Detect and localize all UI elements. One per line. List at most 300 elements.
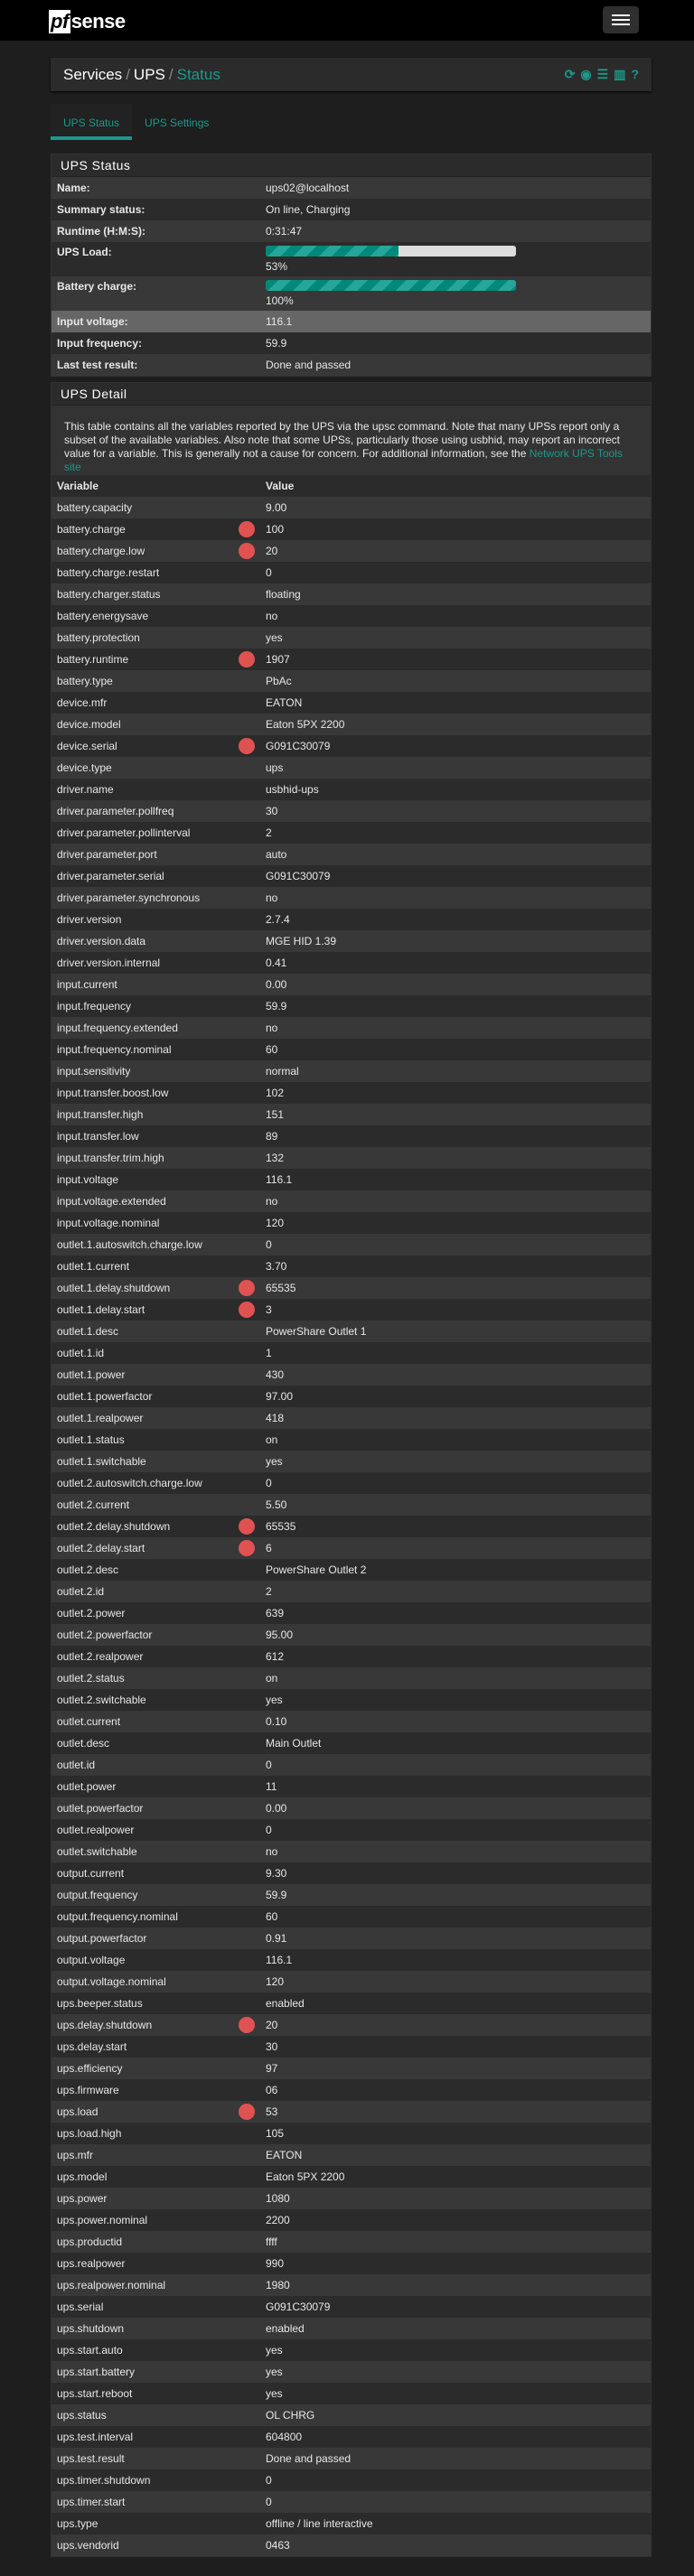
table-row: [52, 1494, 651, 1516]
variable-value: PbAc: [266, 675, 292, 687]
variable-value: 639: [266, 1607, 285, 1619]
variable-value: 0: [266, 1477, 272, 1489]
table-row: [52, 1646, 651, 1667]
variable-name: outlet.1.power: [57, 1368, 126, 1381]
status-row: Input frequency: 59.9: [52, 332, 651, 354]
table-row: [52, 627, 651, 649]
variable-value: ups: [266, 761, 284, 774]
variable-value: 0: [266, 1824, 272, 1836]
variable-name: input.sensitivity: [57, 1065, 131, 1078]
variable-value: yes: [266, 2387, 283, 2400]
table-row: [52, 1581, 651, 1602]
variable-value: 105: [266, 2127, 285, 2140]
variable-value: 2: [266, 826, 272, 839]
table-row: [52, 1169, 651, 1190]
table-row: [52, 1862, 651, 1884]
menu-toggle-button[interactable]: [603, 6, 639, 33]
table-row: [52, 1906, 651, 1927]
variable-name: outlet.1.delay.shutdown: [57, 1282, 171, 1294]
variable-value: 97.00: [266, 1390, 294, 1403]
detail-table-body: [52, 497, 651, 2556]
detail-description: This table contains all the variables reported by the UPS via the upsc command. Note that many UPSs report only a subset of the available variables. Also note that some UPSs, particularly those using usbhid, may report an incorrect value for a variable. This is generally not a cause for concern. For additional information, see the Network UPS Tools site: [52, 406, 651, 475]
variable-value: enabled: [266, 1997, 305, 2010]
panel-title: UPS Detail: [52, 383, 651, 406]
table-row: [52, 2101, 651, 2123]
marker-dot-icon: [239, 651, 255, 667]
variable-name: output.powerfactor: [57, 1932, 147, 1945]
table-row: [52, 1407, 651, 1429]
table-row: [52, 2296, 651, 2318]
status-row: Summary status: On line, Charging: [57, 203, 351, 216]
variable-value: 0.10: [266, 1715, 287, 1728]
variable-name: battery.charger.status: [57, 588, 161, 601]
variable-name: ups.vendorid: [57, 2539, 119, 2552]
variable-value: 3.70: [266, 1260, 287, 1273]
variable-value: 116.1: [266, 1173, 293, 1186]
variable-name: outlet.2.switchable: [57, 1694, 146, 1706]
variable-value: 1080: [266, 2192, 290, 2205]
variable-name: outlet.2.status: [57, 1672, 125, 1685]
table-row: [52, 1993, 651, 2014]
variable-value: 0: [266, 2474, 272, 2487]
breadcrumb-services[interactable]: Services: [63, 66, 123, 83]
table-row: [52, 930, 651, 952]
table-row: [52, 1212, 651, 1234]
variable-value: 59.9: [266, 1889, 287, 1901]
variable-name: input.frequency.extended: [57, 1022, 178, 1034]
table-row: [52, 1667, 651, 1689]
table-row: [52, 2448, 651, 2469]
table-row: [52, 2014, 651, 2036]
variable-value: 06: [266, 2084, 278, 2096]
table-row: [52, 1537, 651, 1559]
variable-value: Eaton 5PX 2200: [266, 2170, 345, 2183]
table-row: [52, 1754, 651, 1776]
marker-dot-icon: [239, 543, 255, 559]
variable-value: ffff: [266, 2235, 277, 2248]
variable-name: ups.timer.shutdown: [57, 2474, 151, 2487]
table-row: [52, 2079, 651, 2101]
table-row: [52, 1451, 651, 1472]
variable-name: outlet.1.powerfactor: [57, 1390, 153, 1403]
variable-value: 0.00: [266, 1802, 287, 1815]
marker-dot-icon: [239, 1302, 255, 1318]
table-row: [52, 1689, 651, 1711]
variable-value: yes: [266, 631, 283, 644]
status-row: Runtime (H:M:S): 0:31:47: [52, 220, 651, 242]
table-row: [52, 1060, 651, 1082]
variable-name: outlet.2.delay.start: [57, 1542, 145, 1554]
variable-value: 6: [266, 1542, 272, 1554]
variable-name: outlet.2.current: [57, 1498, 130, 1511]
variable-name: outlet.switchable: [57, 1845, 137, 1858]
variable-name: outlet.2.autoswitch.charge.low: [57, 1477, 202, 1489]
table-row: [52, 1342, 651, 1364]
table-row: [52, 2318, 651, 2339]
variable-value: 9.00: [266, 501, 287, 514]
status-row: Name: ups02@localhost: [52, 177, 651, 199]
variable-name: outlet.1.desc: [57, 1325, 119, 1338]
variable-value: 120: [266, 1975, 285, 1988]
table-row: [52, 1277, 651, 1299]
variable-name: input.voltage.extended: [57, 1195, 166, 1208]
variable-value: 0.00: [266, 978, 287, 991]
variable-name: battery.protection: [57, 631, 140, 644]
sliders-icon[interactable]: ☰: [596, 67, 609, 81]
table-row: [52, 1711, 651, 1732]
variable-value: usbhid-ups: [266, 783, 319, 796]
variable-name: ups.type: [57, 2517, 98, 2530]
table-row: [52, 1255, 651, 1277]
variable-name: ups.status: [57, 2409, 107, 2422]
table-row: [52, 1732, 651, 1754]
variable-value: 1907: [266, 653, 290, 666]
pfsense-logo[interactable]: pf sense: [51, 10, 126, 33]
table-row: [52, 2469, 651, 2491]
variable-name: ups.start.reboot: [57, 2387, 133, 2400]
table-row: [52, 562, 651, 583]
variable-name: ups.mfr: [57, 2149, 94, 2161]
variable-value: Eaton 5PX 2200: [266, 718, 345, 731]
variable-value: on: [266, 1433, 278, 1446]
variable-name: outlet.power: [57, 1780, 117, 1793]
variable-value: 0463: [266, 2539, 290, 2552]
variable-value: 30: [266, 805, 278, 817]
status-row-load: UPS Load: 53%: [52, 242, 651, 276]
variable-value: 132: [266, 1152, 285, 1164]
variable-value: 612: [266, 1650, 285, 1663]
variable-name: ups.power.nominal: [57, 2214, 148, 2226]
table-row: [52, 735, 651, 757]
variable-value: 3: [266, 1303, 272, 1316]
status-row: Last test result: Done and passed: [52, 354, 651, 376]
table-row: [52, 844, 651, 865]
table-row: [52, 887, 651, 909]
variable-value: offline / line interactive: [266, 2517, 373, 2530]
table-row: [52, 497, 651, 518]
table-row: [52, 1190, 651, 1212]
breadcrumb-ups[interactable]: UPS: [133, 66, 165, 83]
variable-value: 89: [266, 1130, 278, 1143]
nut-site-link[interactable]: Network UPS Tools site: [64, 447, 623, 473]
tab-ups-settings[interactable]: UPS Settings: [145, 117, 210, 129]
breadcrumb-status[interactable]: Status: [176, 66, 220, 83]
variable-name: outlet.1.status: [57, 1433, 125, 1446]
table-row: [52, 952, 651, 974]
table-row: [52, 2426, 651, 2448]
variable-name: outlet.2.id: [57, 1585, 105, 1598]
table-row: [52, 1472, 651, 1494]
record-icon[interactable]: ◉: [580, 67, 592, 81]
table-row: [52, 1797, 651, 1819]
marker-dot-icon: [239, 1518, 255, 1535]
variable-name: driver.version.data: [57, 935, 146, 947]
variable-name: driver.version: [57, 913, 122, 926]
variable-name: outlet.1.id: [57, 1347, 105, 1359]
variable-name: driver.parameter.port: [57, 848, 157, 861]
status-row-battery: Battery charge: 100%: [52, 276, 651, 311]
variable-value: 0: [266, 566, 272, 579]
table-row: [52, 1841, 651, 1862]
table-row: [52, 2491, 651, 2513]
variable-name: ups.delay.shutdown: [57, 2019, 153, 2031]
variable-value: 2200: [266, 2214, 290, 2226]
variable-value: 0: [266, 1238, 272, 1251]
variable-name: ups.shutdown: [57, 2322, 125, 2335]
table-row: [52, 1516, 651, 1537]
variable-value: 1980: [266, 2279, 290, 2291]
marker-dot-icon: [239, 2017, 255, 2033]
variable-name: ups.start.auto: [57, 2344, 123, 2357]
table-row: [52, 909, 651, 930]
variable-value: 120: [266, 1217, 285, 1229]
variable-name: outlet.1.realpower: [57, 1412, 144, 1424]
variable-name: outlet.1.switchable: [57, 1455, 146, 1468]
marker-dot-icon: [239, 1540, 255, 1556]
table-row: [52, 1147, 651, 1169]
table-row: [52, 1321, 651, 1342]
variable-value: 53: [266, 2105, 278, 2118]
variable-name: device.model: [57, 718, 121, 731]
variable-value: Done and passed: [266, 2452, 352, 2465]
variable-name: driver.name: [57, 783, 114, 796]
marker-dot-icon: [239, 2104, 255, 2120]
variable-value: PowerShare Outlet 2: [266, 1563, 367, 1576]
ups-load-progress: [266, 246, 516, 257]
variable-name: device.mfr: [57, 696, 108, 709]
variable-value: 418: [266, 1412, 285, 1424]
variable-value: 0.91: [266, 1932, 287, 1945]
variable-name: device.type: [57, 761, 112, 774]
table-row: [52, 1429, 651, 1451]
marker-dot-icon: [239, 521, 255, 537]
variable-name: outlet.2.delay.shutdown: [57, 1520, 171, 1533]
ups-status-panel: [51, 154, 652, 377]
variable-value: 0: [266, 2496, 272, 2508]
variable-name: ups.beeper.status: [57, 1997, 143, 2010]
variable-value: 116.1: [266, 1954, 293, 1966]
variable-name: ups.realpower: [57, 2257, 126, 2270]
variable-value: 1: [266, 1347, 272, 1359]
variable-value: 20: [266, 545, 278, 557]
marker-dot-icon: [239, 738, 255, 754]
status-row: Input voltage: 116.1: [52, 311, 651, 332]
variable-name: output.frequency: [57, 1889, 138, 1901]
table-row: [52, 1602, 651, 1624]
table-row: [52, 583, 651, 605]
table-row: [52, 822, 651, 844]
variable-name: input.frequency: [57, 1000, 132, 1013]
variable-value: 60: [266, 1043, 278, 1056]
table-row: [52, 2404, 651, 2426]
variable-name: ups.load.high: [57, 2127, 122, 2140]
variable-name: outlet.id: [57, 1759, 96, 1771]
variable-value: yes: [266, 1694, 283, 1706]
variable-name: ups.firmware: [57, 2084, 119, 2096]
variable-name: ups.serial: [57, 2301, 104, 2313]
variable-value: EATON: [266, 696, 303, 709]
variable-name: outlet.current: [57, 1715, 121, 1728]
variable-name: ups.realpower.nominal: [57, 2279, 166, 2291]
variable-value: 59.9: [266, 1000, 287, 1013]
variable-name: input.frequency.nominal: [57, 1043, 172, 1056]
chart-icon[interactable]: ▥: [614, 67, 626, 81]
variable-value: 97: [266, 2062, 278, 2075]
variable-value: 0: [266, 1759, 272, 1771]
variable-value: G091C30079: [266, 870, 331, 882]
variable-name: outlet.desc: [57, 1737, 110, 1750]
variable-name: ups.productid: [57, 2235, 123, 2248]
table-row: [52, 1234, 651, 1255]
variable-name: ups.timer.start: [57, 2496, 126, 2508]
table-row: [52, 2339, 651, 2361]
variable-name: driver.parameter.pollinterval: [57, 826, 191, 839]
variable-value: no: [266, 1195, 278, 1208]
table-row: [52, 1819, 651, 1841]
variable-value: G091C30079: [266, 740, 331, 752]
variable-name: device.serial: [57, 740, 117, 752]
variable-name: battery.capacity: [57, 501, 133, 514]
variable-name: ups.efficiency: [57, 2062, 123, 2075]
variable-value: 95.00: [266, 1629, 294, 1641]
variable-value: 5.50: [266, 1498, 287, 1511]
breadcrumb: Services / UPS / Status ⟳ ◉ ☰ ▥ ?: [51, 58, 652, 91]
variable-name: battery.runtime: [57, 653, 129, 666]
variable-name: ups.load: [57, 2105, 98, 2118]
table-row: [52, 1884, 651, 1906]
variable-name: ups.test.interval: [57, 2431, 134, 2443]
variable-value: no: [266, 1022, 278, 1034]
table-row: [52, 1971, 651, 1993]
variable-name: outlet.powerfactor: [57, 1802, 144, 1815]
table-row: [52, 518, 651, 540]
variable-value: Main Outlet: [266, 1737, 322, 1750]
marker-dot-icon: [239, 1280, 255, 1296]
variable-name: battery.charge: [57, 523, 126, 536]
variable-name: battery.charge.low: [57, 545, 145, 557]
variable-value: 9.30: [266, 1867, 287, 1880]
table-row: [52, 2274, 651, 2296]
table-row: [52, 2383, 651, 2404]
variable-name: ups.test.result: [57, 2452, 125, 2465]
variable-name: outlet.2.power: [57, 1607, 126, 1619]
ups-detail-panel: [51, 382, 652, 2557]
variable-value: 604800: [266, 2431, 303, 2443]
table-row: [52, 2534, 651, 2556]
variable-name: output.voltage.nominal: [57, 1975, 166, 1988]
refresh-icon[interactable]: ⟳: [564, 67, 576, 81]
table-row: [52, 995, 651, 1017]
variable-name: driver.parameter.synchronous: [57, 891, 201, 904]
variable-name: driver.parameter.serial: [57, 870, 164, 882]
variable-name: battery.type: [57, 675, 113, 687]
table-row: [52, 2123, 651, 2144]
variable-name: output.frequency.nominal: [57, 1910, 178, 1923]
variable-name: input.transfer.low: [57, 1130, 139, 1143]
tab-ups-status[interactable]: UPS Status: [51, 104, 132, 140]
variable-name: outlet.2.desc: [57, 1563, 119, 1576]
variable-value: 20: [266, 2019, 278, 2031]
variable-value: on: [266, 1672, 278, 1685]
table-row: [52, 1624, 651, 1646]
variable-name: outlet.realpower: [57, 1824, 135, 1836]
variable-value: 430: [266, 1368, 285, 1381]
variable-value: MGE HID 1.39: [266, 935, 337, 947]
table-header: Variable Value: [52, 475, 651, 497]
variable-name: ups.delay.start: [57, 2040, 127, 2053]
table-row: [52, 2361, 651, 2383]
variable-name: battery.energysave: [57, 610, 149, 622]
table-row: [52, 1386, 651, 1407]
table-row: [52, 1104, 651, 1125]
variable-value: 2: [266, 1585, 272, 1598]
variable-value: 11: [266, 1780, 277, 1793]
variable-name: ups.model: [57, 2170, 108, 2183]
variable-name: input.transfer.boost.low: [57, 1087, 169, 1099]
table-row: [52, 670, 651, 692]
table-row: [52, 800, 651, 822]
table-row: [52, 1364, 651, 1386]
variable-name: outlet.2.powerfactor: [57, 1629, 153, 1641]
table-row: [52, 1082, 651, 1104]
variable-value: no: [266, 610, 278, 622]
table-row: [52, 1125, 651, 1147]
table-row: [52, 1927, 651, 1949]
navbar: [0, 0, 694, 41]
table-row: [52, 1559, 651, 1581]
variable-value: 0.41: [266, 957, 287, 969]
variable-value: yes: [266, 1455, 283, 1468]
variable-name: input.transfer.trim.high: [57, 1152, 164, 1164]
table-row: [52, 1017, 651, 1039]
table-row: [52, 757, 651, 779]
table-row: [52, 692, 651, 714]
variable-name: output.current: [57, 1867, 125, 1880]
variable-name: ups.start.battery: [57, 2366, 136, 2378]
table-row: [52, 2513, 651, 2534]
table-row: [52, 2231, 651, 2253]
variable-value: auto: [266, 848, 287, 861]
variable-name: outlet.2.realpower: [57, 1650, 144, 1663]
variable-value: 151: [266, 1108, 285, 1121]
variable-value: 65535: [266, 1520, 296, 1533]
variable-name: outlet.1.delay.start: [57, 1303, 145, 1316]
variable-value: PowerShare Outlet 1: [266, 1325, 367, 1338]
variable-name: input.transfer.high: [57, 1108, 144, 1121]
variable-value: yes: [266, 2366, 283, 2378]
table-row: [52, 865, 651, 887]
variable-value: 100: [266, 523, 285, 536]
table-row: [52, 649, 651, 670]
table-row: [52, 1776, 651, 1797]
table-row: [52, 779, 651, 800]
table-row: [52, 2144, 651, 2166]
variable-value: normal: [266, 1065, 299, 1078]
table-row: [52, 2036, 651, 2058]
table-row: [52, 2166, 651, 2188]
variable-name: driver.parameter.pollfreq: [57, 805, 174, 817]
help-icon[interactable]: ?: [631, 67, 639, 81]
variable-name: outlet.1.current: [57, 1260, 130, 1273]
variable-value: 65535: [266, 1282, 296, 1294]
variable-value: EATON: [266, 2149, 303, 2161]
variable-value: no: [266, 1845, 278, 1858]
variable-value: 102: [266, 1087, 285, 1099]
table-row: [52, 1299, 651, 1321]
variable-name: output.voltage: [57, 1954, 126, 1966]
table-row: [52, 1949, 651, 1971]
variable-name: input.voltage: [57, 1173, 119, 1186]
